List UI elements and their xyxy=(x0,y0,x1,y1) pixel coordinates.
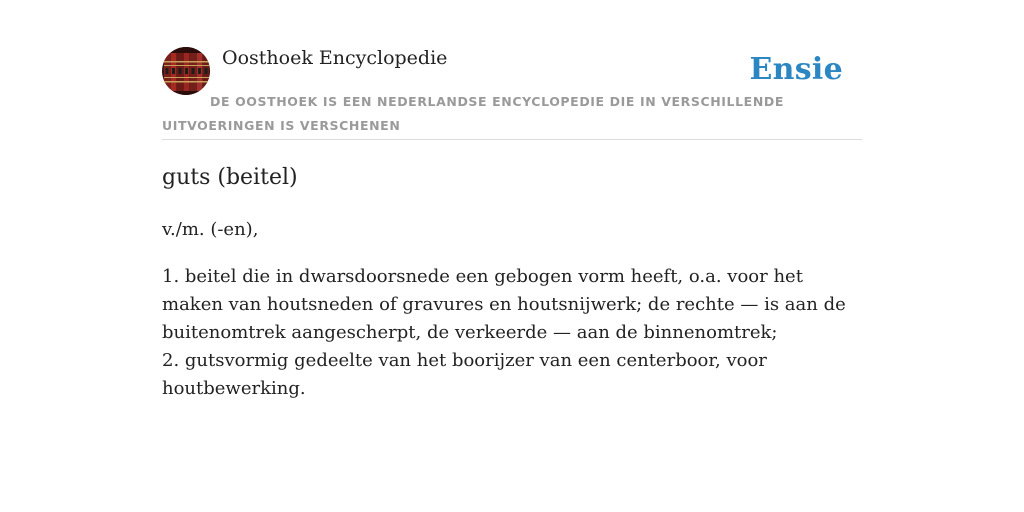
avatar[interactable] xyxy=(162,47,210,95)
encyclopedia-books-icon xyxy=(162,47,210,95)
definition-item: 2. gutsvormig gedeelte van het boorijzer van een centerboor, voor houtbewerking. xyxy=(162,350,767,399)
definition-item: 1. beitel die in dwarsdoorsnede een gebogen vorm heeft, o.a. voor het maken van houtsneden of gravures en houtsnijwerk; de rechte — is aan de buitenomtrek aangescherpt, de verkeerde — aan de binnenomtrek; xyxy=(162,266,846,343)
definition-list xyxy=(162,263,862,403)
header-divider xyxy=(162,139,862,140)
site-name[interactable]: Oosthoek Encyclopedie xyxy=(222,47,448,69)
grammar-info: v./m. (-en), xyxy=(162,219,259,240)
page-title: guts (beitel) xyxy=(162,165,298,190)
site-tagline: DE OOSTHOEK IS EEN NEDERLANDSE ENCYCLOPEDIE DIE IN VERSCHILLENDE UITVOERINGEN IS VERSCHENEN xyxy=(162,94,784,133)
ensie-logo[interactable]: Ensie xyxy=(749,52,843,87)
